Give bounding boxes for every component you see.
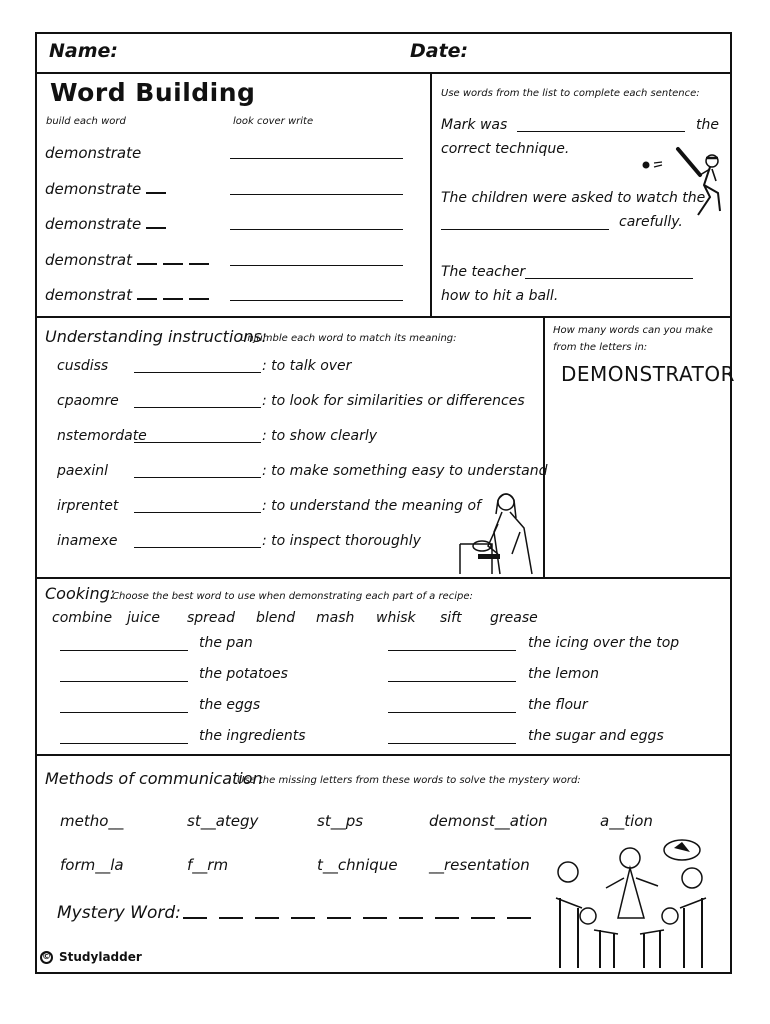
sentence-2-blank[interactable] bbox=[441, 229, 609, 230]
sentence-3-end: how to hit a ball. bbox=[441, 288, 559, 304]
cooking-right-item: the sugar and eggs bbox=[528, 728, 664, 744]
cooking-left-item: the ingredients bbox=[199, 728, 306, 744]
build-word: demonstrate bbox=[45, 215, 178, 233]
cooking-word: combine bbox=[52, 610, 113, 626]
jumble-meaning: : to make something easy to understand bbox=[262, 463, 548, 479]
methods-instruction: Use the missing letters from these words to solve the mystery word: bbox=[237, 775, 581, 786]
sentence-1-mid: the bbox=[696, 117, 719, 133]
cooking-instruction: Choose the best word to use when demonstrating each part of a recipe: bbox=[112, 591, 473, 602]
cooking-line[interactable] bbox=[388, 743, 516, 744]
unjumble-line[interactable] bbox=[134, 477, 261, 478]
cooking-line[interactable] bbox=[60, 650, 188, 651]
write-line[interactable] bbox=[230, 265, 403, 266]
sentence-3-blank[interactable] bbox=[525, 278, 693, 279]
jumble-meaning: : to understand the meaning of bbox=[262, 498, 481, 514]
unjumble-line[interactable] bbox=[134, 407, 261, 408]
jumble-meaning: : to show clearly bbox=[262, 428, 378, 444]
divider bbox=[35, 72, 732, 74]
demonstrator-word: DEMONSTRATOR bbox=[561, 362, 735, 386]
cooking-line[interactable] bbox=[60, 681, 188, 682]
jumble-meaning: : to talk over bbox=[262, 358, 352, 374]
cooking-line[interactable] bbox=[60, 743, 188, 744]
build-word: demonstrate bbox=[45, 180, 178, 198]
demonstrator-woman-illustration bbox=[458, 488, 542, 576]
missing-letter-word: a__tion bbox=[600, 812, 653, 830]
cooking-line[interactable] bbox=[60, 712, 188, 713]
mystery-word-blanks[interactable] bbox=[183, 904, 543, 920]
cooking-word: mash bbox=[316, 610, 355, 626]
sentence-1-start: Mark was bbox=[441, 117, 508, 133]
mystery-word-label: Mystery Word: bbox=[57, 903, 181, 923]
unjumble-line[interactable] bbox=[134, 442, 261, 443]
jumble-word: paexinl bbox=[57, 463, 109, 479]
jumble-word: irprentet bbox=[57, 498, 119, 514]
jumble-word: cpaomre bbox=[57, 393, 119, 409]
understanding-instruction: Unjumble each word to match its meaning: bbox=[240, 333, 457, 344]
look-cover-write-label: look cover write bbox=[233, 116, 314, 127]
sentence-1-blank[interactable] bbox=[517, 131, 685, 132]
cooking-line[interactable] bbox=[388, 650, 516, 651]
divider bbox=[35, 754, 732, 756]
write-line[interactable] bbox=[230, 300, 403, 301]
group-presentation-illustration bbox=[548, 838, 718, 970]
sentence-2-end: carefully. bbox=[619, 214, 683, 230]
missing-letter-word: t__chnique bbox=[317, 856, 398, 874]
cooking-right-item: the flour bbox=[528, 697, 588, 713]
build-word: demonstrat bbox=[45, 286, 221, 304]
missing-letter-word: metho__ bbox=[60, 812, 124, 830]
word-building-title: Word Building bbox=[50, 78, 256, 107]
methods-heading: Methods of communication bbox=[45, 769, 263, 788]
baseball-player-illustration bbox=[640, 145, 730, 225]
how-many-instruction-1: How many words can you make from the letters in: bbox=[553, 325, 713, 353]
sentence-2-start: The children were asked to watch the bbox=[441, 190, 706, 206]
studyladder-logo bbox=[40, 950, 142, 964]
unjumble-line[interactable] bbox=[134, 512, 261, 513]
jumble-word: cusdiss bbox=[57, 358, 109, 374]
sentences-instruction: Use words from the list to complete each sentence: bbox=[441, 88, 700, 99]
cooking-left-item: the eggs bbox=[199, 697, 261, 713]
missing-letter-word: form__la bbox=[60, 856, 124, 874]
missing-letter-word: f__rm bbox=[187, 856, 229, 874]
missing-letter-word: __resentation bbox=[429, 856, 530, 874]
missing-letter-word: demonst__ation bbox=[429, 812, 548, 830]
divider bbox=[543, 316, 545, 577]
cooking-word: grease bbox=[490, 610, 538, 626]
jumble-meaning: : to inspect thoroughly bbox=[262, 533, 421, 549]
unjumble-line[interactable] bbox=[134, 547, 261, 548]
cooking-right-item: the lemon bbox=[528, 666, 600, 682]
write-line[interactable] bbox=[230, 229, 403, 230]
build-word: demonstrate bbox=[45, 144, 142, 162]
write-line[interactable] bbox=[230, 194, 403, 195]
write-line[interactable] bbox=[230, 158, 403, 159]
date-label: Date: bbox=[410, 40, 469, 62]
cooking-right-item: the icing over the top bbox=[528, 635, 680, 651]
jumble-meaning: : to look for similarities or differences bbox=[262, 393, 525, 409]
understanding-heading: Understanding instructions: bbox=[45, 327, 268, 346]
cooking-line[interactable] bbox=[388, 681, 516, 682]
cooking-word: sift bbox=[440, 610, 462, 626]
cooking-word: blend bbox=[256, 610, 296, 626]
sentence-3-start: The teacher bbox=[441, 264, 526, 280]
studyladder-logo-text: Studyladder bbox=[59, 950, 142, 964]
jumble-word: nstemordate bbox=[57, 428, 147, 444]
name-label: Name: bbox=[49, 40, 119, 62]
divider bbox=[35, 577, 732, 579]
jumble-word: inamexe bbox=[57, 533, 118, 549]
build-each-word-label: build each word bbox=[46, 116, 126, 127]
cooking-line[interactable] bbox=[388, 712, 516, 713]
unjumble-line[interactable] bbox=[134, 372, 261, 373]
cooking-word: juice bbox=[127, 610, 160, 626]
divider bbox=[430, 72, 432, 316]
cooking-heading: Cooking: bbox=[45, 584, 116, 603]
missing-letter-word: st__ategy bbox=[187, 812, 259, 830]
cooking-word: spread bbox=[187, 610, 236, 626]
cooking-word: whisk bbox=[376, 610, 416, 626]
cooking-left-item: the potatoes bbox=[199, 666, 288, 682]
missing-letter-word: st__ps bbox=[317, 812, 364, 830]
divider bbox=[35, 316, 732, 318]
copyright-icon: © bbox=[42, 952, 51, 962]
sentence-1-end: correct technique. bbox=[441, 141, 570, 157]
cooking-left-item: the pan bbox=[199, 635, 253, 651]
build-word: demonstrat bbox=[45, 251, 221, 269]
